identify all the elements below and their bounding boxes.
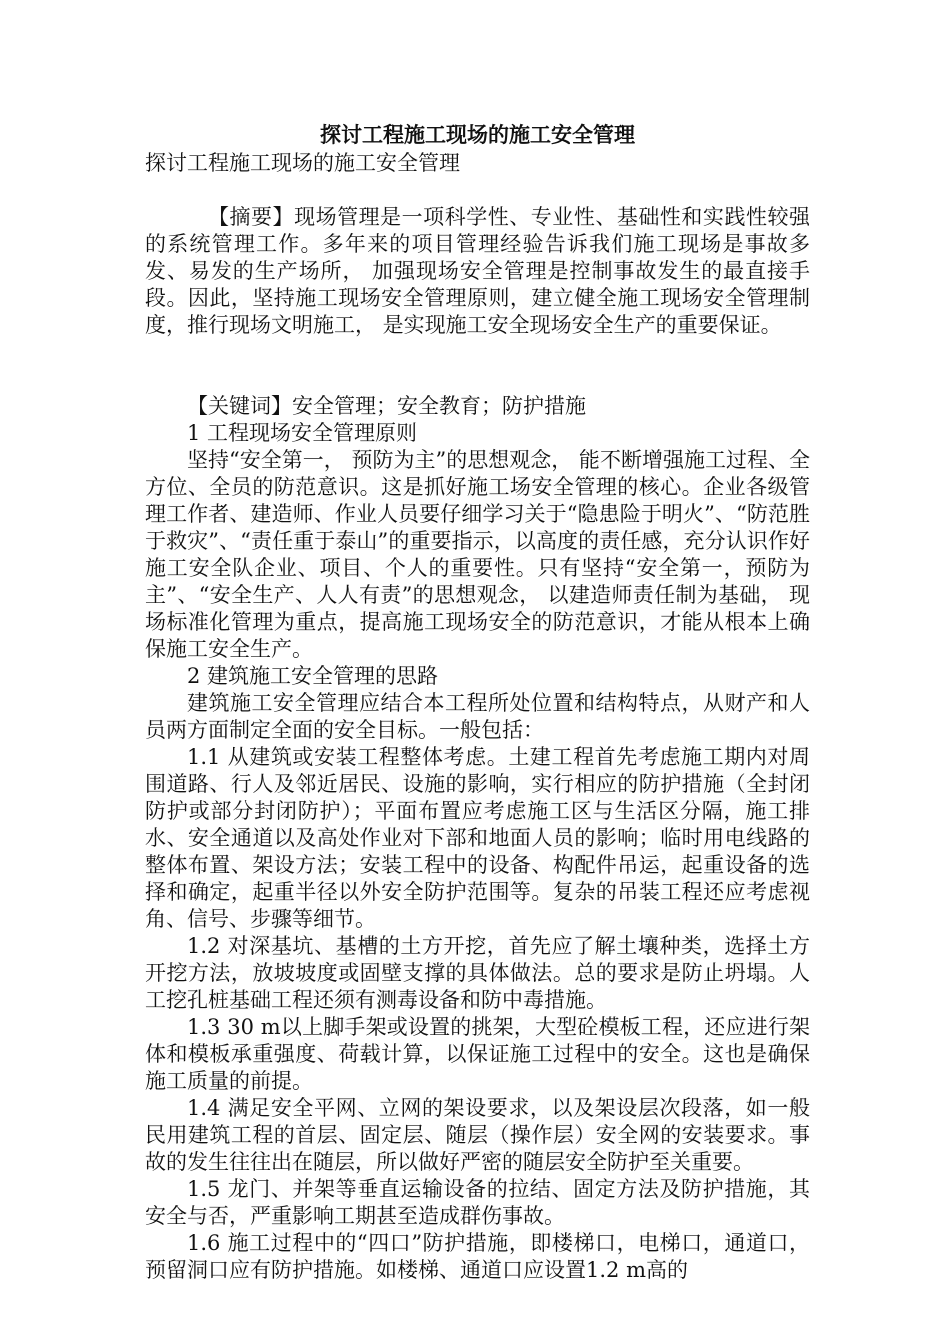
section-1-body: 坚持“安全第一， 预防为主”的思想观念， 能不断增强施工过程、全方位、全员的防范意识。这是抓好施工场安全管理的核心。企业各级管理工作者、建造师、作业人员要仔细学习关于“隐患险于明火”、“防范胜于救灾”、“责任重于泰山”的重要指示，以高度的责任感，充分认识作好施工安全队企业、项目、个人的重要性。只有坚持“安全第一，预防为主”、“安全生产、人人有责”的思想观念， 以建造师责任制为基础， 现场标准化管理为重点，提高施工现场安全的防范意识，才能从根本上确保施工安全生产。 xyxy=(145,448,810,661)
item-1-5: 1.5 龙门、并架等垂直运输设备的拉结、固定方法及防护措施，其安全与否，严重影响工期甚至造成群伤事故。 xyxy=(145,1177,810,1228)
item-1-6: 1.6 施工过程中的“四口”防护措施，即楼梯口，电梯口，通道口，预留洞口应有防护措施。如楼梯、通道口应设置1.2 m高的 xyxy=(145,1231,810,1282)
abstract-paragraph: 【摘要】现场管理是一项科学性、专业性、基础性和实践性较强的系统管理工作。多年来的项目管理经验告诉我们施工现场是事故多发、易发的生产场所， 加强现场安全管理是控制事故发生的最直接手段。因此，坚持施工现场安全管理原则，建立健全施工现场安全管理制度，推行现场文明施工， 是实现施工安全现场安全生产的重要保证。 xyxy=(145,205,810,337)
section-1-heading: 1 工程现场安全管理原则 xyxy=(187,421,418,445)
section-2-intro: 建筑施工安全管理应结合本工程所处位置和结构特点，从财产和人员两方面制定全面的安全目标。一般包括： xyxy=(145,691,810,742)
document-title: 探讨工程施工现场的施工安全管理 xyxy=(320,122,635,147)
document-subtitle: 探讨工程施工现场的施工安全管理 xyxy=(145,151,460,175)
item-1-3: 1.3 30 m以上脚手架或设置的挑架，大型砼模板工程，还应进行架体和模板承重强度、荷载计算，以保证施工过程中的安全。这也是确保施工质量的前提。 xyxy=(145,1015,810,1093)
spacer xyxy=(145,339,810,366)
spacer xyxy=(145,366,810,393)
item-1-2: 1.2 对深基坑、基槽的土方开挖，首先应了解土壤种类，选择土方开挖方法，放坡坡度或固壁支撑的具体做法。总的要求是防止坍塌。人工挖孔桩基础工程还须有测毒设备和防中毒措施。 xyxy=(145,934,810,1012)
section-2-heading: 2 建筑施工安全管理的思路 xyxy=(187,664,439,688)
item-1-1: 1.1 从建筑或安装工程整体考虑。土建工程首先考虑施工期内对周围道路、行人及邻近居民、设施的影响，实行相应的防护措施（全封闭防护或部分封闭防护）；平面布置应考虑施工区与生活区分隔，施工排水、安全通道以及高处作业对下部和地面人员的影响；临时用电线路的整体布置、架设方法；安装工程中的设备、构配件吊运，起重设备的选择和确定，起重半径以外安全防护范围等。复杂的吊装工程还应考虑视角、信号、步骤等细节。 xyxy=(145,745,810,931)
keywords-line: 【关键词】安全管理；安全教育；防护措施 xyxy=(187,394,586,418)
document-page xyxy=(145,120,810,1284)
item-1-4: 1.4 满足安全平网、立网的架设要求，以及架设层次段落，如一般民用建筑工程的首层、固定层、随层（操作层）安全网的安装要求。事故的发生往往出在随层，所以做好严密的随层安全防护至关重要。 xyxy=(145,1096,810,1174)
